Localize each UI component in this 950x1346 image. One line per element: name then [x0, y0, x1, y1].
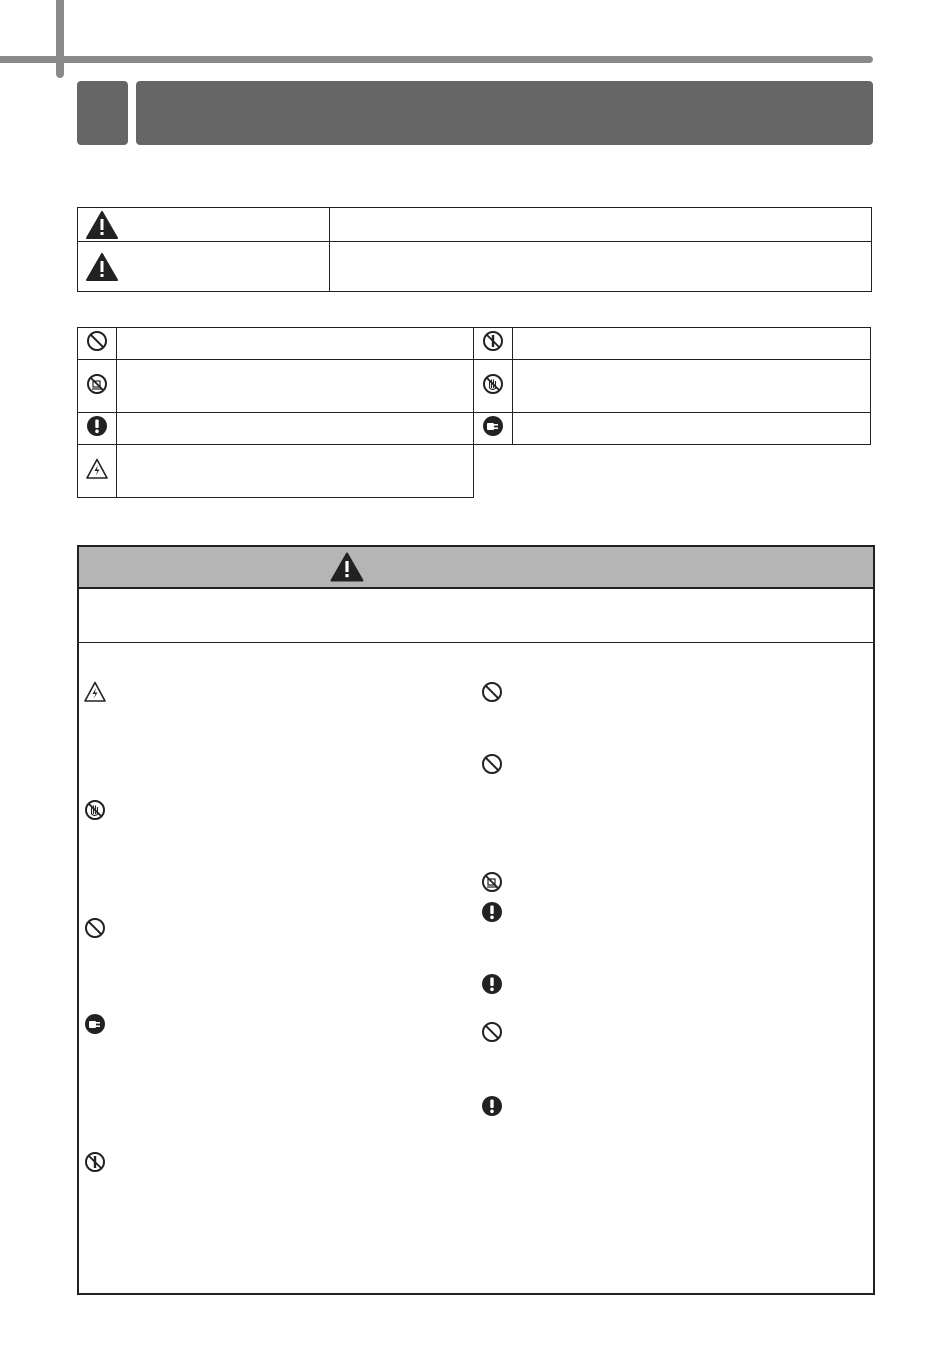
unplug-icon — [84, 1013, 106, 1035]
symbol-row — [78, 328, 474, 360]
definitions-table — [77, 207, 872, 292]
prohibited-icon — [84, 917, 106, 939]
warning-item-icon — [84, 917, 106, 939]
warning-triangle-icon — [330, 552, 364, 582]
definition-text — [330, 208, 872, 242]
symbol-row — [474, 413, 871, 445]
warning-triangle-icon — [86, 253, 118, 281]
symbol-text — [117, 328, 474, 360]
top-rule — [0, 56, 873, 63]
no-disassembly-icon — [482, 330, 504, 352]
warning-item-icon — [481, 1021, 503, 1043]
mandatory-action-icon — [86, 415, 108, 437]
warning-item-icon — [84, 1151, 106, 1173]
do-not-touch-icon — [482, 373, 504, 395]
symbol-text — [513, 413, 871, 445]
warning-item-icon — [481, 901, 503, 923]
symbols-table-right — [473, 327, 871, 445]
prohibited-icon — [86, 330, 108, 352]
warning-triangle-icon — [86, 211, 118, 239]
definition-key — [78, 208, 330, 242]
mandatory-action-icon — [481, 1095, 503, 1117]
prohibited-icon — [481, 1021, 503, 1043]
definition-text — [330, 242, 872, 292]
symbol-text — [513, 360, 871, 413]
symbol-row — [78, 413, 474, 445]
side-rule — [56, 0, 64, 78]
warning-item-icon — [84, 681, 106, 703]
electric-shock-icon — [86, 458, 108, 480]
electric-shock-icon — [84, 681, 106, 703]
warning-item-icon — [481, 1095, 503, 1117]
warning-section — [77, 545, 875, 1295]
section-number-box — [77, 81, 128, 145]
unplug-icon — [482, 415, 504, 437]
symbol-text — [117, 445, 474, 498]
symbol-row — [78, 445, 474, 498]
no-disassembly-icon — [84, 1151, 106, 1173]
prohibited-icon — [481, 753, 503, 775]
symbol-row — [78, 360, 474, 413]
symbol-text — [513, 328, 871, 360]
do-not-touch-icon — [84, 799, 106, 821]
mandatory-action-icon — [481, 973, 503, 995]
warning-item-icon — [481, 681, 503, 703]
symbol-row — [474, 360, 871, 413]
warning-item-icon — [84, 1013, 106, 1035]
warning-header — [79, 547, 873, 589]
symbol-row — [474, 328, 871, 360]
mandatory-action-icon — [481, 901, 503, 923]
warning-item-icon — [481, 973, 503, 995]
warning-item-icon — [481, 871, 503, 893]
symbol-text — [117, 360, 474, 413]
definition-key — [78, 242, 330, 292]
definition-row — [78, 242, 872, 292]
definition-row — [78, 208, 872, 242]
section-title-band — [136, 81, 873, 145]
no-wet-hands-icon — [86, 373, 108, 395]
warning-intro — [79, 589, 873, 643]
no-wet-hands-icon — [481, 871, 503, 893]
symbols-table-left — [77, 327, 474, 498]
warning-item-icon — [84, 799, 106, 821]
prohibited-icon — [481, 681, 503, 703]
warning-item-icon — [481, 753, 503, 775]
symbol-text — [117, 413, 474, 445]
